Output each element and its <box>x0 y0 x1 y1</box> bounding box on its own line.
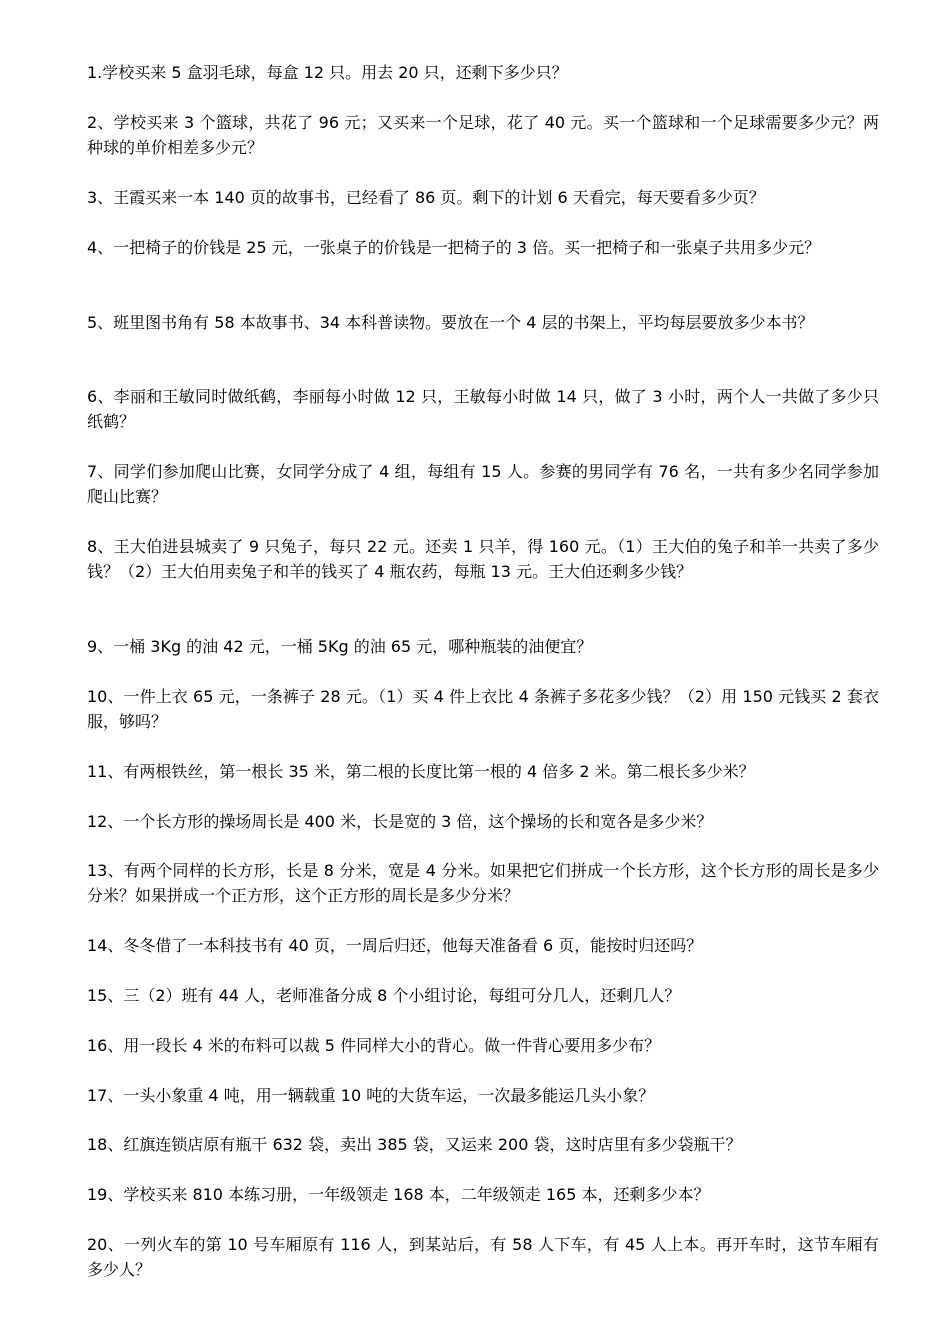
problem-15: 15、三（2）班有 44 人，老师准备分成 8 个小组讨论，每组可分几人，还剩几人？ <box>87 986 681 1005</box>
problem-20: 20、一列火车的第 10 号车厢原有 116 人，到某站后，有 58 人下车，有 45 人上本。再开车时，这节车厢有多少人？ <box>87 1235 879 1279</box>
problem-17: 17、一头小象重 4 吨，用一辆载重 10 吨的大货车运，一次最多能运几头小象？ <box>87 1086 655 1105</box>
problem-18: 18、红旗连锁店原有瓶干 632 袋，卖出 385 袋，又运来 200 袋，这时店里有多少袋瓶干？ <box>87 1135 742 1154</box>
problem-10: 10、一件上衣 65 元，一条裤子 28 元。（1）买 4 件上衣比 4 条裤子多花多少钱？（2）用 150 元钱买 2 套衣服，够吗？ <box>87 687 879 731</box>
problem-4: 4、一把椅子的价钱是 25 元，一张桌子的价钱是一把椅子的 3 倍。买一把椅子和一张桌子共用多少元？ <box>87 238 821 257</box>
problem-16: 16、用一段长 4 米的布料可以裁 5 件同样大小的背心。做一件背心要用多少布？ <box>87 1036 661 1055</box>
problem-2: 2、学校买来 3 个篮球，共花了 96 元；又买来一个足球，花了 40 元。买一个篮球和一个足球需要多少元？两种球的单价相差多少元？ <box>87 113 879 157</box>
problem-9: 9、一桶 3Kg 的油 42 元，一桶 5Kg 的油 65 元，哪种瓶装的油便宜？ <box>87 637 593 656</box>
problem-19: 19、学校买来 810 本练习册，一年级领走 168 本，二年级领走 165 本，还剩多少本？ <box>87 1185 710 1204</box>
problem-8: 8、王大伯进县城卖了 9 只兔子，每只 22 元。还卖 1 只羊，得 160 元。（1）王大伯的兔子和羊一共卖了多少钱？（2）王大伯用卖兔子和羊的钱买了 4 瓶农药，每瓶 13 元。王大伯还剩多少钱？ <box>87 537 879 581</box>
problem-13: 13、有两个同样的长方形，长是 8 分米，宽是 4 分米。如果把它们拼成一个长方形，这个长方形的周长是多少分米？如果拼成一个正方形，这个正方形的周长是多少分米？ <box>87 861 879 905</box>
problem-14: 14、冬冬借了一本科技书有 40 页，一周后归还，他每天准备看 6 页，能按时归还吗？ <box>87 936 703 955</box>
problem-1: 1.学校买来 5 盒羽毛球，每盒 12 只。用去 20 只，还剩下多少只？ <box>87 63 568 82</box>
problem-7: 7、同学们参加爬山比赛，女同学分成了 4 组，每组有 15 人。参赛的男同学有 76 名，一共有多少名同学参加爬山比赛？ <box>87 462 879 506</box>
problem-5: 5、班里图书角有 58 本故事书、34 本科普读物。要放在一个 4 层的书架上，平均每层要放多少本书？ <box>87 313 814 332</box>
problem-3: 3、王霞买来一本 140 页的故事书，已经看了 86 页。剩下的计划 6 天看完，每天要看多少页？ <box>87 188 765 207</box>
problem-6: 6、李丽和王敏同时做纸鹤，李丽每小时做 12 只，王敏每小时做 14 只，做了 3 小时，两个人一共做了多少只纸鹤？ <box>87 387 879 431</box>
problem-12: 12、一个长方形的操场周长是 400 米，长是宽的 3 倍，这个操场的长和宽各是多少米？ <box>87 812 713 831</box>
problem-11: 11、有两根铁丝，第一根长 35 米，第二根的长度比第一根的 4 倍多 2 米。第二根长多少米？ <box>87 762 755 781</box>
